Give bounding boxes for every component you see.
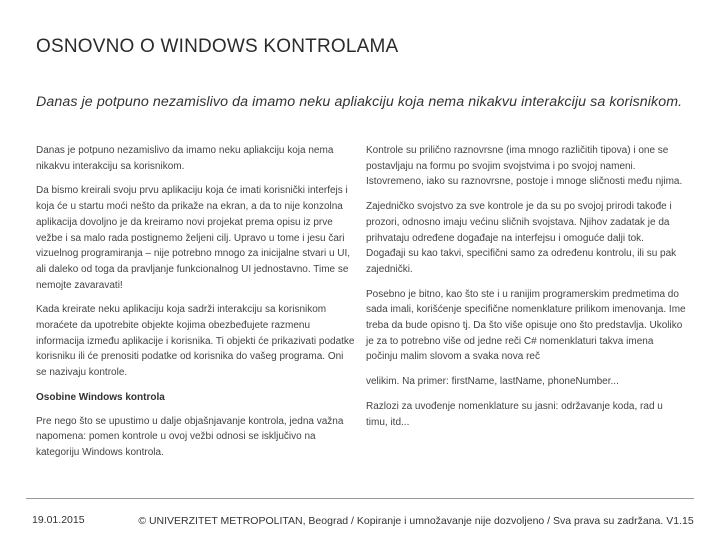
subtitle: Danas je potpuno nezamislivo da imamo neku apliakciju koja nema nikakvu interakciju sa korisnikom. [36,94,683,110]
footer-divider [26,498,694,499]
page-title: OSNOVNO O WINDOWS KONTROLAMA [36,36,399,57]
paragraph: Razlozi za uvođenje nomenklature su jasni: održavanje koda, rad u timu, itd... [366,400,663,428]
paragraph: Zajedničko svojstvo za sve kontrole je da su po svojoj prirodi takođe i prozori, odnosno imaju većinu sličnih svojstava. Njihov zadatak je da prihvataju određene događaje na interfejsu i omoguće dalji tok. Događaji su kao takvi, specifični samo za određenu kontrolu, ili su pak zajednički. [366,201,677,275]
paragraph: velikim. Na primer: firstName, lastName, phoneNumber... [366,376,619,388]
section-heading: Osobine Windows kontrola [36,391,165,403]
footer-date: 19.01.2015 [32,514,85,526]
right-column [366,143,686,439]
paragraph: Danas je potpuno nezamislivo da imamo neku apliakciju koja nema nikakvu interakciju sa korisnikom. [36,145,334,172]
footer-copyright: © UNIVERZITET METROPOLITAN, Beograd / Kopiranje i umnožavanje nije dozvoljeno / Sva prava su zadržana. V1.15 [138,515,694,527]
paragraph: Kontrole su prilično raznovrsne (ima mnogo različitih tipova) i one se postavljaju na formu po svojim svojstvima i po svojoj nameni. Istovremeno, iako su raznovrsne, postoje i mnoge sličnosti među njima. [366,145,683,188]
paragraph: Da bismo kreirali svoju prvu aplikaciju koja će imati korisnički interfejs i koja će u startu moći nešto da prikaže na ekran, a da to nije konzolna aplikacija dovoljno je da kreiramo novi projekat prema opisu iz prve vežbe i sa malo rada postignemo željeni cilj. Upravo u tome i jesu čari vizuelnog programiranja – nije potrebno mnogo za inicijalne stvari u UI, ali daleko od toga da pravljanje funkcionalnog UI jednostavno. Time se nemojte zavaravati! [36,185,351,291]
paragraph: Posebno je bitno, kao što ste i u ranijim programerskim predmetima do sada imali, korišćenje specifične nomenklature prilikom imenovanja. Ime treba da bude opisno tj. Da što više opisuje ono što predstavlja. Ukoliko je za to potrebno više od jedne reči C# nomenklaturi takva imena počinju malim slovom a svaka nova reč [366,288,686,363]
left-column [36,143,356,470]
paragraph: Pre nego što se upustimo u dalje objašnjavanje kontrola, jedna važna napomena: pomen kontrole u ovoj vežbi odnosi se isključivo na kategoriju Windows kontrola. [36,415,344,458]
paragraph: Kada kreirate neku aplikaciju koja sadrži interakciju sa korisnikom moraćete da upotrebite objekte kojima obezbeđujete razmenu informacija između aplikacije i korisnika. Ti objekti će prikazivati podatke korisniku ili će prenositi podatke od korisnika do vašeg programa. Oni se nazivaju kontrole. [36,304,355,379]
